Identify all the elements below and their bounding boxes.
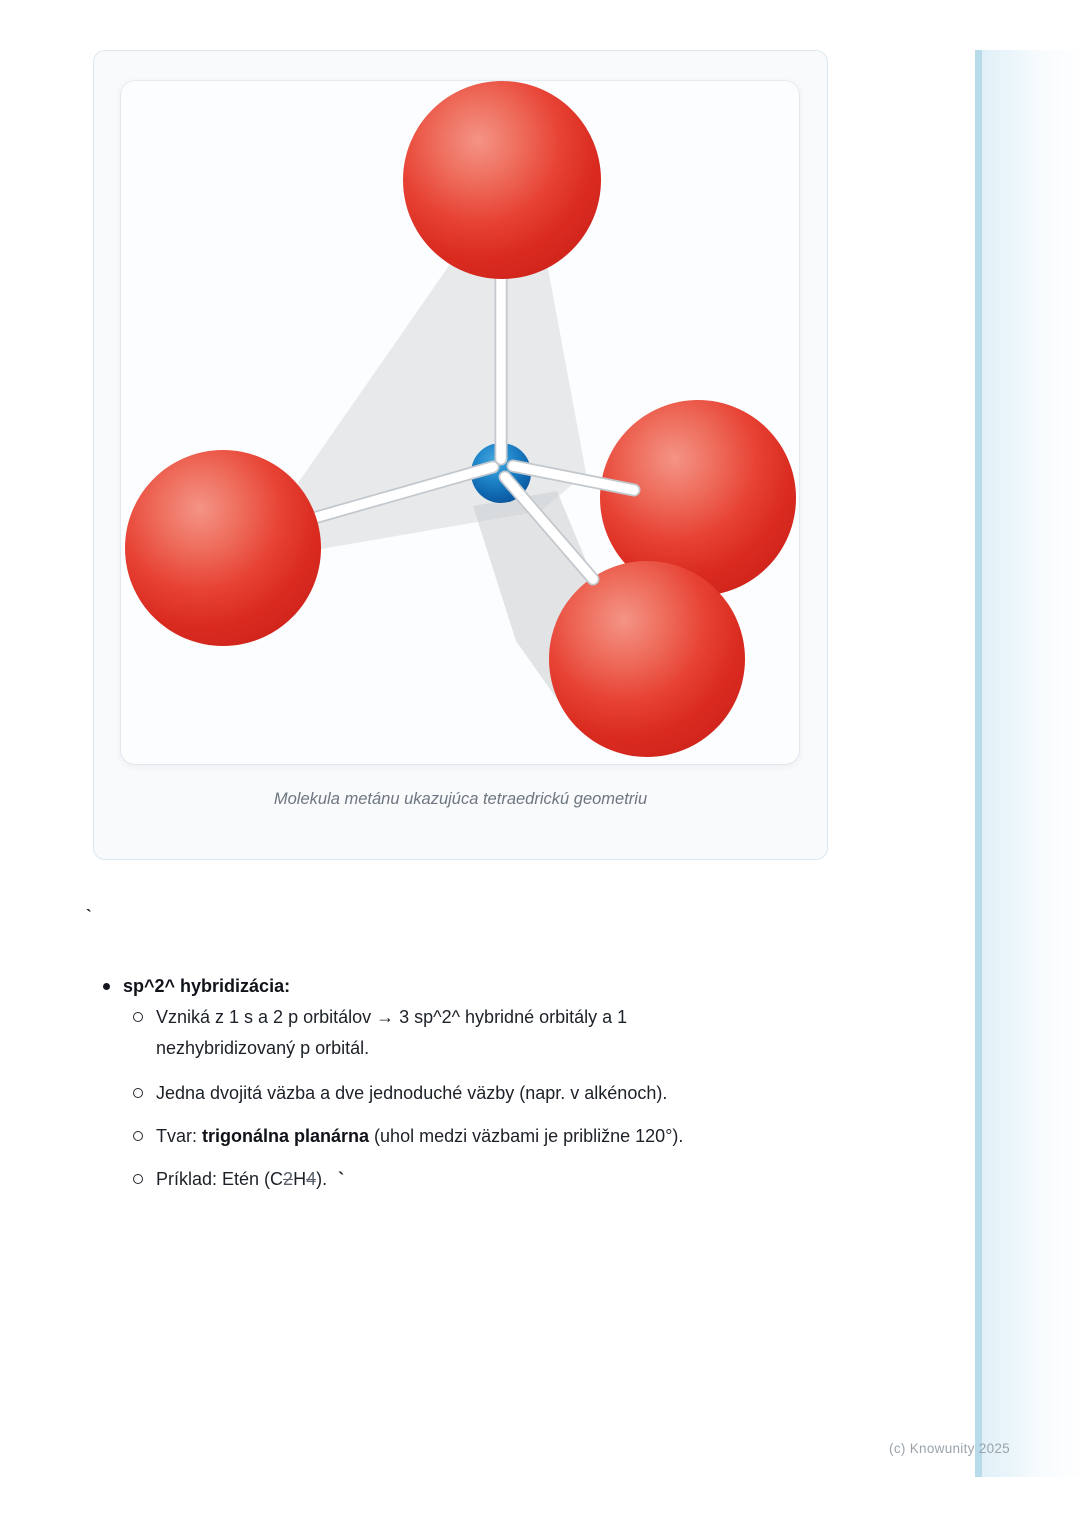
list-title-row [103,971,823,1002]
decorative-side-stripe [975,50,1080,1477]
bullet-disc-icon [103,983,110,990]
strikethrough-digit: 2 [283,1169,294,1189]
list-item-segment: Tvar: [156,1126,203,1146]
bullet-circle-icon [133,1131,143,1141]
hydrogen-atom-left [125,450,321,646]
list-item-segment: Príklad: Etén (C [156,1169,284,1189]
list-item-segment: ). [316,1169,333,1189]
trailing-backtick: ` [338,1169,345,1189]
watermark: (c) Knowunity 2025 [889,1441,1010,1456]
bullet-circle-icon [133,1174,143,1184]
strikethrough-digit: 4 [306,1169,317,1189]
methane-molecule-illustration [121,81,799,764]
list-item-line: Vzniká z 1 s a 2 p orbitálov → 3 sp^2^ hybridné orbitály a 1 [156,1007,628,1027]
list-item-text [156,1002,627,1064]
list-item-orbitals [133,1002,793,1064]
bullet-circle-icon [133,1012,143,1022]
list-item-line: nezhybridizovaný p orbitál. [156,1038,370,1058]
hydrogen-atom-bottom [549,561,745,757]
list-item-segment: H [293,1169,307,1189]
list-item-text [156,1164,344,1195]
hydrogen-atom-top [403,81,601,279]
list-item-text: Jedna dvojitá väzba a dve jednoduché väzby (napr. v alkénoch). [156,1083,668,1103]
molecule-figure-panel [121,81,799,764]
figure-caption: Molekula metánu ukazujúca tetraedrickú geometriu [273,790,648,808]
figure-card [93,50,828,860]
list-item-bonds [133,1078,793,1109]
list-item-shape [133,1121,793,1152]
list-item-example [133,1164,793,1195]
list-item-segment: (uhol medzi väzbami je približne 120°). [369,1126,684,1146]
list-item-text [156,1121,683,1152]
list-item-bold-segment: trigonálna planárna [202,1126,370,1146]
stray-backtick: ` [86,906,92,925]
list-title: sp^2^ hybridizácia: [123,976,291,996]
bullet-circle-icon [133,1088,143,1098]
